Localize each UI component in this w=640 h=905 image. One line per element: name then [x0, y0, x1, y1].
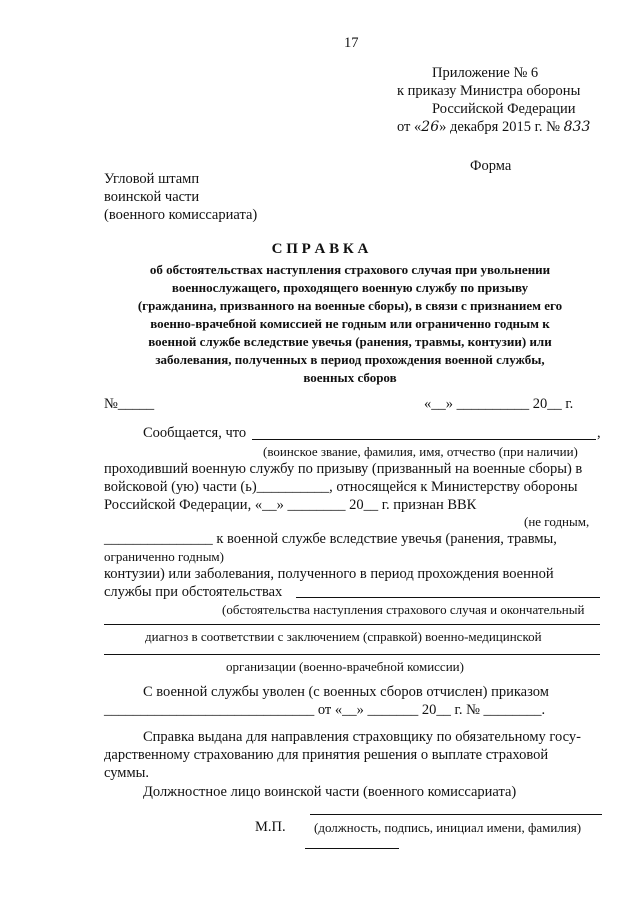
appendix-line-3: Российской Федерации: [432, 101, 576, 117]
stamp-line-3: (военного комиссариата): [104, 207, 258, 223]
subtitle-line-3: (гражданина, призванного на военные сборы), в связи с признанием его: [137, 298, 563, 313]
appendix-date: [397, 119, 590, 135]
reported-comma: ,: [597, 425, 601, 441]
hint-circumstances: (обстоятельства наступления страхового случая и окончательный: [222, 602, 585, 617]
issued-line-3: суммы.: [104, 765, 150, 781]
dismissed-line: С военной службы уволен (с военных сборов отчислен) приказом: [143, 684, 549, 700]
name-line: [252, 439, 596, 440]
body-line-6: службы при обстоятельствах: [104, 584, 283, 600]
hint-unfit: (не годным,: [524, 514, 590, 529]
circumstances-line-3: [104, 654, 600, 655]
body-line-2: войсковой (ую) части (ь)__________, относящейся к Министерству обороны: [104, 479, 578, 495]
subtitle-line-4: военно-врачебной комиссией не годным или ограниченно годным к: [150, 316, 550, 331]
page-number: 17: [344, 35, 359, 51]
appendix-date-prefix: от «: [397, 119, 422, 135]
subtitle-line-6: заболевания, полученных в период прохождения военной службы,: [155, 352, 545, 367]
subtitle-line-2: военнослужащего, проходящего военную службу по призыву: [171, 280, 529, 295]
order-line: _____________________________ от «__» _______ 20__ г. № ________.: [104, 702, 546, 718]
form-label: Форма: [470, 158, 512, 174]
seal-label: М.П.: [255, 819, 286, 835]
body-line-3: Российской Федерации, «__» ________ 20__ г. признан ВВК: [104, 497, 477, 513]
number-field: №_____: [104, 396, 155, 412]
official-label: Должностное лицо воинской части (военного комиссариата): [143, 784, 517, 800]
circumstances-line: [296, 597, 600, 598]
hint-limited: ограниченно годным): [104, 549, 224, 564]
subtitle-line-5: военной службе вследствие увечья (ранения, травмы, контузии) или: [148, 334, 552, 349]
appendix-line-2: к приказу Министра обороны: [397, 83, 581, 99]
date-field: «__» __________ 20__ г.: [424, 396, 574, 412]
document-title: С П Р А В К А: [271, 241, 369, 257]
subtitle-line-1: об обстоятельствах наступления страхового случая при увольнении: [149, 262, 551, 277]
hint-name: (воинское звание, фамилия, имя, отчество (при наличии): [263, 444, 578, 459]
hint-diagnosis: диагноз в соответствии с заключением (справкой) военно-медицинской: [145, 629, 542, 644]
issued-line-1: Справка выдана для направления страховщику по обязательному госу-: [143, 729, 581, 745]
appendix-line-1: Приложение № 6: [432, 65, 539, 81]
body-line-5: контузии) или заболевания, полученного в период прохождения военной: [104, 566, 554, 582]
appendix-date-mid: » декабря 2015 г. №: [439, 119, 561, 135]
signature-line: [310, 814, 602, 815]
stamp-line-1: Угловой штамп: [104, 171, 200, 187]
bottom-short-line: [305, 848, 399, 849]
subtitle-line-7: военных сборов: [303, 370, 397, 385]
body-line-4: _______________ к военной службе вследствие увечья (ранения, травмы,: [104, 531, 557, 547]
circumstances-line-2: [104, 624, 600, 625]
hint-signature: (должность, подпись, инициал имени, фамилия): [314, 820, 582, 835]
body-line-1: проходивший военную службу по призыву (призванный на военные сборы) в: [104, 461, 583, 477]
hint-organization: организации (военно-врачебной комиссии): [226, 659, 464, 674]
reported-label: Сообщается, что: [143, 425, 247, 441]
appendix-order-number: 833: [563, 119, 591, 135]
issued-line-2: дарственному страхованию для принятия решения о выплате страховой: [104, 747, 549, 763]
appendix-date-day: 26: [421, 119, 440, 135]
stamp-line-2: воинской части: [104, 189, 200, 205]
